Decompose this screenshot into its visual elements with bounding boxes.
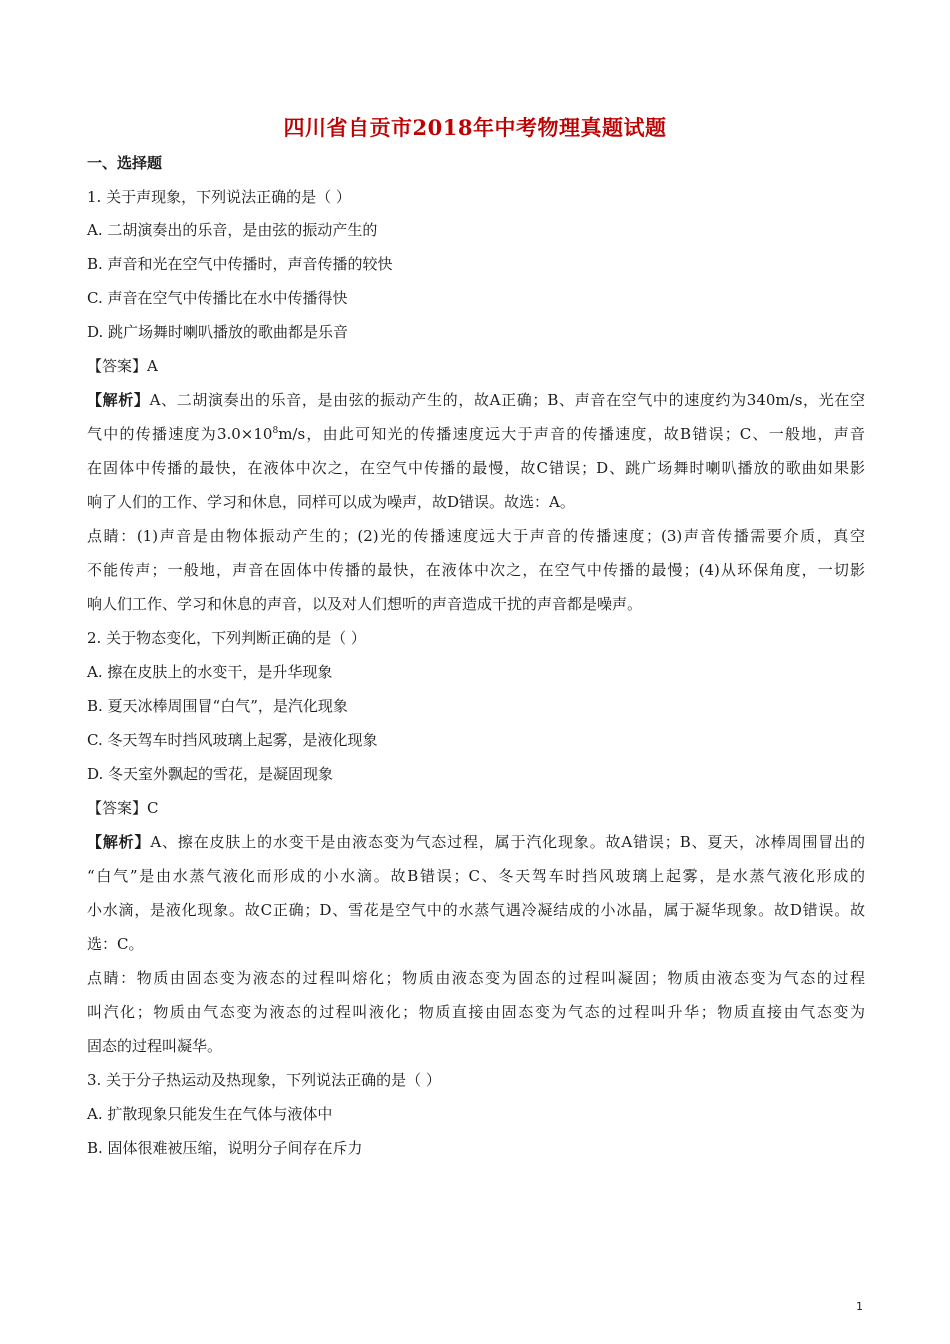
page-number: 1 bbox=[856, 1300, 863, 1313]
q2-answer: 【答案】C bbox=[87, 799, 159, 817]
q2-option-a: A. 擦在皮肤上的水变干，是升华现象 bbox=[87, 663, 333, 681]
q1-option-d: D. 跳广场舞时喇叭播放的歌曲都是乐音 bbox=[87, 323, 349, 341]
section-heading: 一、选择题 bbox=[87, 154, 163, 172]
q1-option-b: B. 声音和光在空气中传播时，声音传播的较快 bbox=[87, 255, 393, 273]
q1-analysis-line: 响了人们的工作、学习和休息，同样可以成为噪声，故D错误。故选：A。 bbox=[87, 493, 575, 511]
q1-analysis-text: A、二胡演奏出的乐音，是由弦的振动产生的，故A正确；B、声音在空气中的速度约为340m/s，光在空 bbox=[149, 391, 865, 409]
q1-analysis-label: 【解析】 bbox=[87, 391, 150, 409]
q3-stem: 3. 关于分子热运动及热现象，下列说法正确的是（ ） bbox=[87, 1071, 441, 1089]
q1-answer: 【答案】A bbox=[87, 357, 158, 375]
q2-stem: 2. 关于物态变化，下列判断正确的是（ ） bbox=[87, 629, 366, 647]
q3-option-a: A. 扩散现象只能发生在气体与液体中 bbox=[87, 1105, 333, 1123]
q2-tip-line: 叫汽化；物质由气态变为液态的过程叫液化；物质直接由固态变为气态的过程叫升华；物质直接由气态变为 bbox=[87, 1003, 865, 1021]
q2-tip-line: 固态的过程叫凝华。 bbox=[87, 1037, 223, 1055]
q2-option-b: B. 夏天冰棒周围冒“白气”，是汽化现象 bbox=[87, 697, 348, 715]
q2-analysis-line: 小水滴，是液化现象。故C正确；D、雪花是空气中的水蒸气遇冷凝结成的小冰晶，属于凝华现象。故D错误。故 bbox=[87, 901, 865, 919]
q1-analysis-line bbox=[87, 423, 865, 445]
q2-analysis-line: “白气”是由水蒸气液化而形成的小水滴。故B错误；C、冬天驾车时挡风玻璃上起雾，是水蒸气液化形成的 bbox=[87, 867, 865, 885]
q1-analysis-line bbox=[87, 389, 865, 411]
document-title: 四川省自贡市2018年中考物理真题试题 bbox=[283, 115, 667, 140]
q2-analysis-line: 选：C。 bbox=[87, 935, 144, 953]
q1-tip-line: 响人们工作、学习和休息的声音，以及对人们想听的声音造成干扰的声音都是噪声。 bbox=[87, 595, 643, 613]
q1-stem: 1. 关于声现象，下列说法正确的是（ ） bbox=[87, 188, 351, 206]
q2-analysis-line bbox=[87, 831, 865, 853]
q3-option-b: B. 固体很难被压缩，说明分子间存在斥力 bbox=[87, 1139, 363, 1157]
q1-analysis-line: 在固体中传播的最快，在液体中次之，在空气中传播的最慢，故C错误；D、跳广场舞时喇叭播放的歌曲如果影 bbox=[87, 459, 865, 477]
q2-option-d: D. 冬天室外飘起的雪花，是凝固现象 bbox=[87, 765, 334, 783]
q1-analysis-text: 气中的传播速度为3.0×10 bbox=[87, 425, 273, 443]
q2-tip-line: 点睛：物质由固态变为液态的过程叫熔化；物质由液态变为固态的过程叫凝固；物质由液态变为气态的过程 bbox=[87, 969, 865, 987]
q1-analysis-text: m/s，由此可知光的传播速度远大于声音的传播速度，故B错误；C、一般地，声音 bbox=[278, 425, 865, 443]
q2-analysis-text: A、擦在皮肤上的水变干是由液态变为气态过程，属于汽化现象。故A错误；B、夏天，冰棒周围冒出的 bbox=[150, 833, 865, 851]
q1-option-a: A. 二胡演奏出的乐音，是由弦的振动产生的 bbox=[87, 221, 378, 239]
q1-tip-line: 不能传声；一般地，声音在固体中传播的最快，在液体中次之，在空气中传播的最慢；(4)从环保角度，一切影 bbox=[87, 561, 865, 579]
q1-option-c: C. 声音在空气中传播比在水中传播得快 bbox=[87, 289, 348, 307]
q2-analysis-label: 【解析】 bbox=[87, 833, 151, 851]
q1-exponent: 8 bbox=[272, 426, 279, 436]
q2-option-c: C. 冬天驾车时挡风玻璃上起雾，是液化现象 bbox=[87, 731, 378, 749]
q1-tip-line: 点睛：(1)声音是由物体振动产生的；(2)光的传播速度远大于声音的传播速度；(3)声音传播需要介质，真空 bbox=[87, 527, 865, 545]
